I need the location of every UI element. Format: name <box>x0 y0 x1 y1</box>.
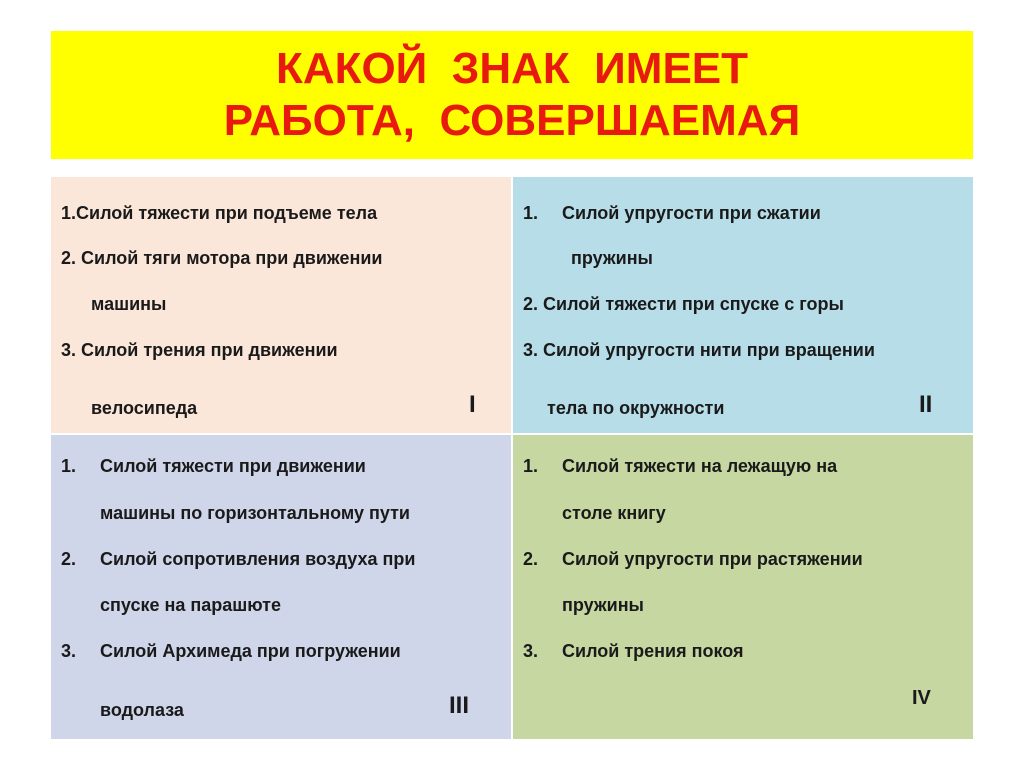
cell3-line3: Силой Архимеда при погружении <box>100 641 401 661</box>
cell4-line2-cont: пружины <box>562 595 644 615</box>
cell2-num1: 1. <box>523 203 539 223</box>
cell3-roman-numeral: III <box>449 692 470 719</box>
cell4-line1-cont: столе книгу <box>562 503 666 523</box>
cell1-line2-cont: машины <box>91 294 167 314</box>
cell3-num2: 2. <box>61 549 77 569</box>
cell3-line1: Силой тяжести при движении <box>100 456 366 476</box>
cell4-line3: Силой трения покоя <box>562 641 744 661</box>
cell3-num1: 1. <box>61 456 77 476</box>
cell4-line1: Силой тяжести на лежащую на <box>562 456 838 476</box>
cell4-roman-numeral: IV <box>912 687 931 709</box>
cell4-num1: 1. <box>523 456 539 476</box>
cell1-line2: 2. Силой тяги мотора при движении <box>61 248 383 268</box>
cell3-line2: Силой сопротивления воздуха при <box>100 549 416 569</box>
cell2-line3-cont: тела по окружности <box>547 398 725 418</box>
cell4-num2: 2. <box>523 549 539 569</box>
cell3-line3-cont: водолаза <box>100 700 184 720</box>
cell4-line2: Силой упругости при растяжении <box>562 549 863 569</box>
cell2-line1-cont: пружины <box>571 248 653 268</box>
cell2-line2: 2. Силой тяжести при спуске с горы <box>523 294 844 314</box>
cell1-line1: 1.Силой тяжести при подъеме тела <box>61 203 378 223</box>
cell1-roman-numeral: I <box>469 391 476 418</box>
cell1-line3: 3. Силой трения при движении <box>61 340 338 360</box>
cell-option-4 <box>513 435 973 739</box>
cell4-num3: 3. <box>523 641 539 661</box>
title-line-2: РАБОТА, СОВЕРШАЕМАЯ <box>223 96 801 145</box>
cell3-line1-cont: машины по горизонтальному пути <box>100 503 410 523</box>
answer-grid <box>51 177 973 739</box>
cell2-line3: 3. Силой упругости нити при вращении <box>523 340 875 360</box>
cell2-line1: Силой упругости при сжатии <box>562 203 821 223</box>
cell1-line3-cont: велосипеда <box>91 398 198 418</box>
cell-option-1 <box>51 177 511 433</box>
title-line-1: КАКОЙ ЗНАК ИМЕЕТ <box>275 44 749 93</box>
cell3-num3: 3. <box>61 641 77 661</box>
cell3-line2-cont: спуске на парашюте <box>100 595 282 615</box>
cell-option-2 <box>513 177 973 433</box>
cell2-roman-numeral: II <box>919 391 933 418</box>
title-banner <box>51 31 973 159</box>
cell-option-3 <box>51 435 511 739</box>
